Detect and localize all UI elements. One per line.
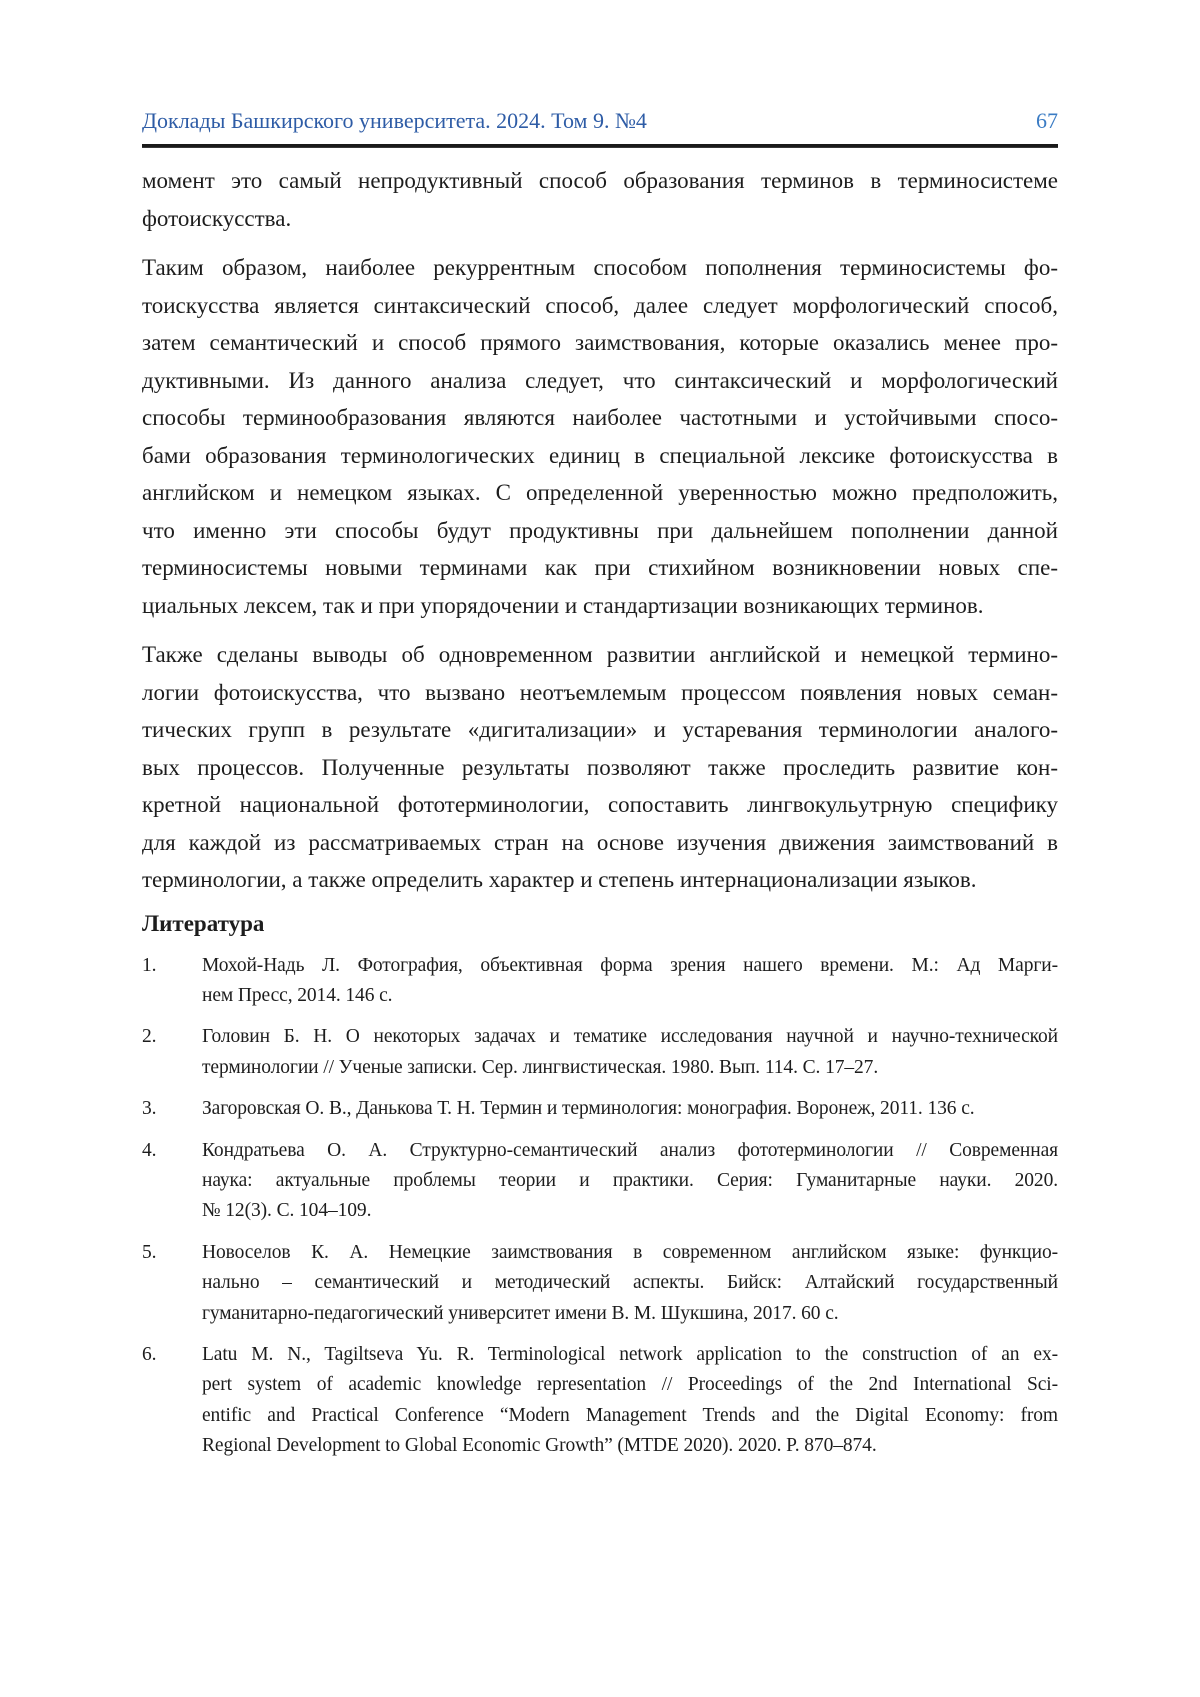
running-header [142,108,1058,134]
paragraph-line: Также сделаны выводы об одновременном развитии английской и немецкой термино- [142,642,1058,667]
paragraph-line: циальных лексем, так и при упорядочении и стандартизации возникающих терминов. [142,592,984,618]
paragraph-line: что именно эти способы будут продуктивны при дальнейшем пополнении данной [142,517,1058,543]
paragraph-line: тоискусства является синтаксический способ, далее следует морфологический способ, [142,292,1058,318]
reference-text [202,1136,1058,1227]
reference-line: Загоровская О. В., Данькова Т. Н. Термин и терминология: монография. Воронеж, 2011. 136 с. [202,1098,975,1120]
reference-number: 3. [142,1098,157,1120]
paragraph-line: момент это самый непродуктивный способ образования терминов в терминосистеме [142,168,1058,193]
reference-line: № 12(3). С. 104–109. [202,1200,372,1222]
reference-line: Regional Development to Global Economic Growth” (MTDE 2020). 2020. P. 870–874. [202,1435,877,1457]
reference-line: Головин Б. Н. О некоторых задачах и тематике исследования научной и научно-технической [202,1026,1058,1048]
reference-text [202,1094,1058,1124]
reference-number: 1. [142,954,157,976]
header-rule [142,144,1058,148]
reference-line: Мохой-Надь Л. Фотография, объективная форма зрения нашего времени. М.: Ад Марги- [202,954,1058,976]
paragraph-line: для каждой из рассматриваемых стран на основе изучения движения заимствований в [142,829,1058,855]
paragraph-line: дуктивными. Из данного анализа следует, что синтаксический и морфологический [142,367,1058,393]
reference-number: 4. [142,1139,157,1161]
body-paragraphs [142,162,1058,899]
paragraph-line: бами образования терминологических единиц в специальной лексике фотоискусства в [142,442,1058,468]
reference-number: 6. [142,1343,157,1365]
paragraph-line: терминосистемы новыми терминами как при стихийном возникновении новых спе- [142,555,1058,580]
paragraph-line: кретной национальной фототерминологии, сопоставить лингвокульутрную специфику [142,792,1058,817]
reference-item [142,951,1058,1012]
reference-text [202,951,1058,1012]
journal-title: Доклады Башкирского университета. 2024. Том 9. №4 [142,108,647,133]
reference-item [142,1094,1058,1124]
reference-line: entific and Practical Conference “Modern Management Trends and the Digital Economy: from [202,1404,1058,1426]
paragraph [142,636,1058,899]
literature-heading: Литература [142,910,265,936]
paragraph-line: способы терминообразования являются наиболее частотными и устойчивыми спосо- [142,405,1058,430]
paragraph-line: терминологии, а также определить характер и степень интернационализации языков. [142,867,977,892]
reference-line: нем Пресс, 2014. 146 с. [202,984,393,1006]
page-number: 67 [1036,108,1058,133]
paragraph-line: Таким образом, наиболее рекуррентным способом пополнения терминосистемы фо- [142,255,1058,280]
reference-text [202,1022,1058,1083]
reference-line: нально – семантический и методический аспекты. Бийск: Алтайский государственный [202,1272,1058,1294]
reference-text [202,1340,1058,1462]
paragraph-line: логии фотоискусства, что вызвано неотъемлемым процессом появления новых семан- [142,679,1058,705]
paragraph-line: вых процессов. Полученные результаты позволяют также проследить развитие кон- [142,754,1058,780]
reference-item [142,1340,1058,1462]
reference-item [142,1238,1058,1329]
reference-line: гуманитарно-педагогический университет имени В. М. Шукшина, 2017. 60 с. [202,1302,839,1324]
page-body [142,162,1058,1462]
reference-line: Кондратьева О. А. Структурно-семантический анализ фототерминологии // Современная [202,1139,1058,1161]
paragraph [142,162,1058,237]
reference-item [142,1136,1058,1227]
paragraph-line: фотоискусства. [142,205,292,231]
paragraph-line: английском и немецком языках. С определенной уверенностью можно предположить, [142,480,1058,505]
reference-item [142,1022,1058,1083]
reference-line: pert system of academic knowledge representation // Proceedings of the 2nd International Sci- [202,1374,1058,1396]
paragraph-line: тических групп в результате «дигитализации» и устаревания терминологии аналого- [142,717,1058,742]
reference-line: Latu M. N., Tagiltseva Yu. R. Terminological network application to the construction of an ex- [202,1343,1058,1365]
reference-line: Новоселов К. А. Немецкие заимствования в современном английском языке: функцио- [202,1241,1058,1263]
reference-line: терминологии // Ученые записки. Сер. лингвистическая. 1980. Вып. 114. С. 17–27. [202,1056,879,1078]
reference-list [142,951,1058,1462]
reference-number: 5. [142,1241,157,1263]
paragraph [142,249,1058,624]
reference-number: 2. [142,1026,157,1048]
reference-text [202,1238,1058,1329]
reference-line: наука: актуальные проблемы теории и практики. Серия: Гуманитарные науки. 2020. [202,1169,1058,1191]
paragraph-line: затем семантический и способ прямого заимствования, которые оказались менее про- [142,330,1058,355]
